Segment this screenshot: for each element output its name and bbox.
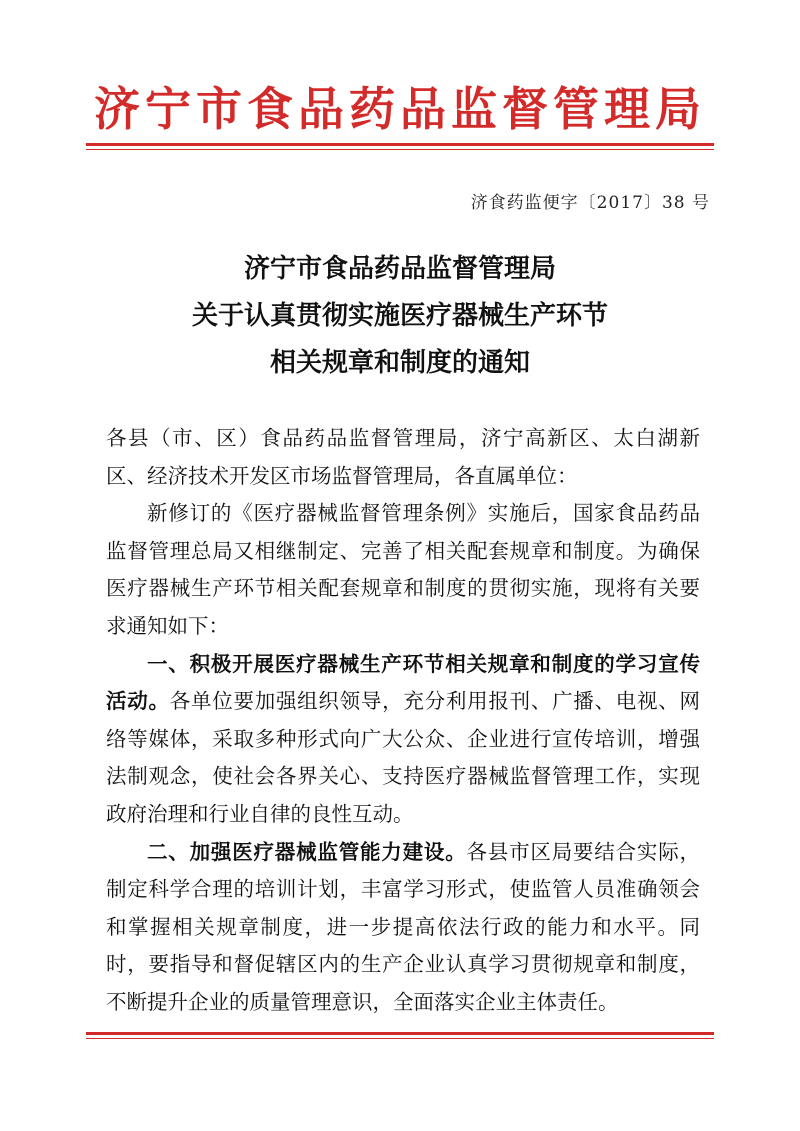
document-body [106, 420, 700, 1022]
section-2-paragraph [106, 834, 700, 1022]
section-2-text: 各县市区局要结合实际，制定科学合理的培训计划，丰富学习形式，使监管人员准确领会和掌握相关规章制度，进一步提高依法行政的能力和水平。同时，要指导和督促辖区内的生产企业认真学习贯彻规章和制度，不断提升企业的质量管理意识，全面落实企业主体责任。 [106, 839, 700, 1014]
title-line-1: 济宁市食品药品监督管理局 [243, 254, 556, 284]
title-line-3: 相关规章和制度的通知 [269, 348, 530, 378]
document-number: 济食药监便字〔2017〕38 号 [470, 193, 710, 213]
letterhead-divider [86, 143, 714, 150]
section-1-text: 各单位要加强组织领导，充分利用报刊、广播、电视、网络等媒体，采取多种形式向广大公众、企业进行宣传培训，增强法制观念，使社会各界关心、支持医疗器械监督管理工作，实现政府治理和行业自律的良性互动。 [106, 689, 701, 826]
section-1-heading: 一、积极开展医疗器械生产环节相关规章和制度的学习宣传活动。 [106, 651, 700, 714]
footer-divider [86, 1032, 714, 1039]
section-2-heading: 二、加强医疗器械监管能力建设。 [147, 839, 467, 864]
title-line-2: 关于认真贯彻实施医疗器械生产环节 [191, 301, 608, 331]
intro-paragraph: 新修订的《医疗器械监督管理条例》实施后，国家食品药品监督管理总局又相继制定、完善了相关配套规章和制度。为确保医疗器械生产环节相关配套规章和制度的贯彻实施，现将有关要求通知如下： [106, 501, 700, 638]
section-1-paragraph [106, 646, 700, 834]
letterhead-org-name: 济宁市食品药品监督管理局 [94, 82, 706, 136]
salutation: 各县（市、区）食品药品监督管理局，济宁高新区、太白湖新区、经济技术开发区市场监督管理局，各直属单位： [106, 426, 700, 488]
document-title [90, 246, 710, 387]
